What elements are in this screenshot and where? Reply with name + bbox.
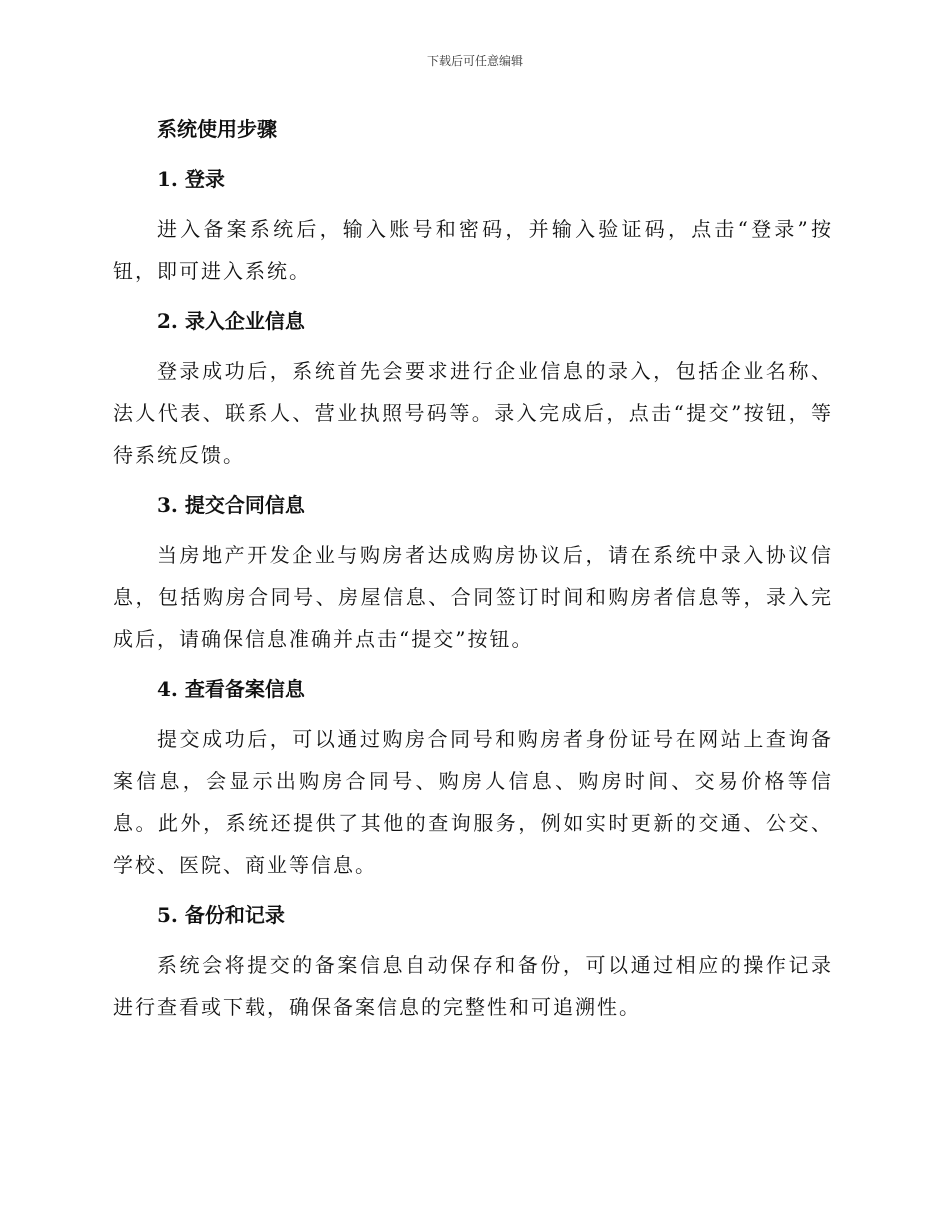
- section-title-view-filing: 4. 查看备案信息: [157, 677, 305, 701]
- document-title: 系统使用步骤: [157, 117, 277, 141]
- section-title-contract-info: 3. 提交合同信息: [157, 493, 305, 517]
- section-body-login: 进入备案系统后，输入账号和密码，并输入验证码，点击“登录”按钮，即可进入系统。: [113, 217, 833, 283]
- page-header: 下载后可任意编辑: [426, 54, 523, 68]
- document-body: [113, 108, 833, 1036]
- section-title-login: 1. 登录: [157, 167, 225, 191]
- section-body-enterprise-info: 登录成功后，系统首先会要求进行企业信息的录入，包括企业名称、法人代表、联系人、营业执照号码等。录入完成后，点击“提交”按钮，等待系统反馈。: [113, 359, 833, 467]
- section-body-backup: 系统会将提交的备案信息自动保存和备份，可以通过相应的操作记录进行查看或下载，确保备案信息的完整性和可追溯性。: [113, 953, 833, 1019]
- section-body-view-filing: 提交成功后，可以通过购房合同号和购房者身份证号在网站上查询备案信息，会显示出购房合同号、购房人信息、购房时间、交易价格等信息。此外，系统还提供了其他的查询服务，例如实时更新的交通、公交、学校、医院、商业等信息。: [113, 727, 833, 877]
- section-body-contract-info: 当房地产开发企业与购房者达成购房协议后，请在系统中录入协议信息，包括购房合同号、房屋信息、合同签订时间和购房者信息等，录入完成后，请确保信息准确并点击“提交”按钮。: [113, 543, 833, 651]
- section-title-enterprise-info: 2. 录入企业信息: [157, 309, 305, 333]
- section-title-backup: 5. 备份和记录: [157, 903, 285, 927]
